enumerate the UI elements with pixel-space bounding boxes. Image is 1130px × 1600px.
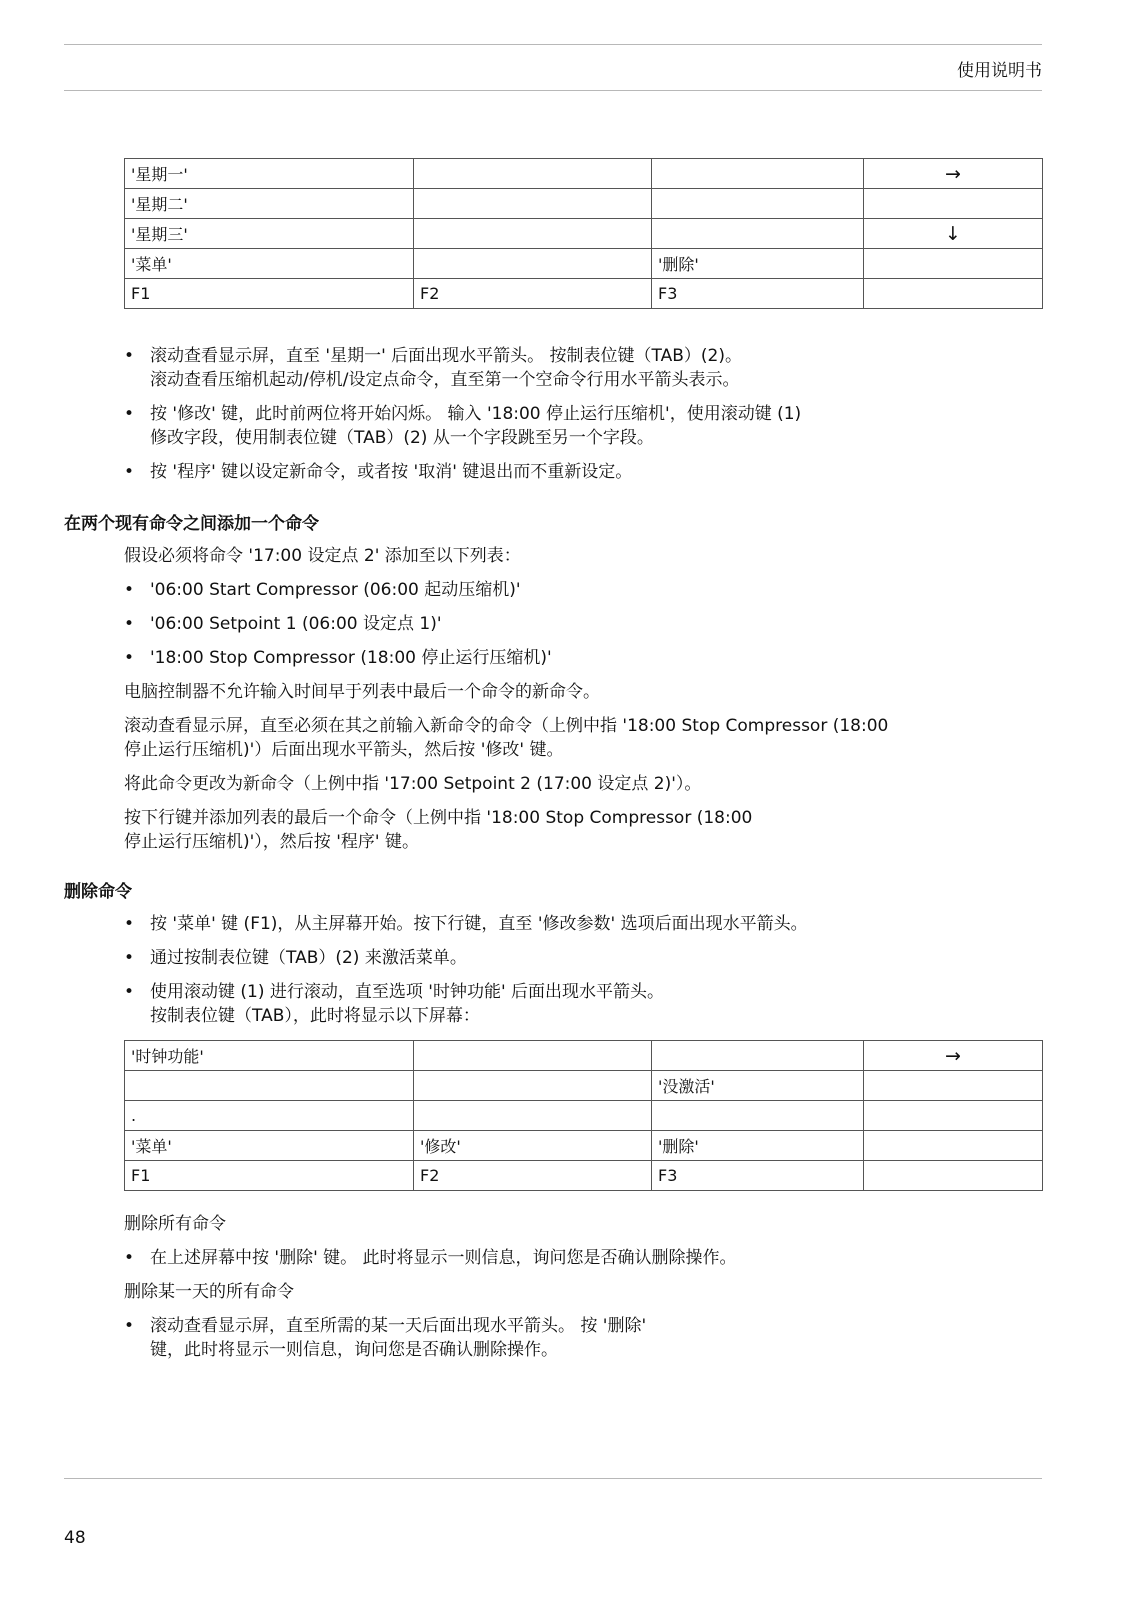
list-item: • 按 '程序' 键以设定新命令，或者按 '取消' 键退出而不重新设定。 [124,462,633,482]
table-cell [414,189,652,219]
paragraph: 电脑控制器不允许输入时间早于列表中最后一个命令的新命令。 [124,682,600,702]
table-cell [864,1131,1043,1161]
table-cell: '删除' [652,249,864,279]
paragraph: 滚动查看显示屏，直至必须在其之前输入新命令的命令（上例中指 '18:00 Stop Compressor (18:00 停止运行压缩机)'）后面出现水平箭头，然后按 '修改' 键。 [124,716,889,760]
table-cell: . [125,1101,414,1131]
table-cell: F3 [652,1161,864,1191]
list-item: • '18:00 Stop Compressor (18:00 停止运行压缩机)' [124,648,552,668]
table-cell [125,1071,414,1101]
table-cell: F1 [125,1161,414,1191]
section-2 [0,512,1130,864]
header-rule-bottom [64,90,1042,91]
paragraph: 删除某一天的所有命令 [124,1282,294,1302]
table-row [125,159,1043,189]
header-rule-top [64,44,1042,45]
table-cell [864,1101,1043,1131]
section-4 [0,1212,1130,1372]
table-cell: '时钟功能' [125,1041,414,1071]
table-cell [864,1161,1043,1191]
table-cell: '星期一' [125,159,414,189]
section-3 [0,880,1130,1038]
table-cell [414,249,652,279]
display-screen-table-2 [124,1040,1043,1191]
section-1 [0,344,1130,494]
display-screen-table-1 [124,158,1043,309]
paragraph: 按下行键并添加列表的最后一个命令（上例中指 '18:00 Stop Compressor (18:00 停止运行压缩机)'），然后按 '程序' 键。 [124,808,753,852]
table-cell [864,249,1043,279]
table-row [125,1131,1043,1161]
table-row [125,279,1043,309]
table-cell: '星期三' [125,219,414,249]
list-item: • 滚动查看显示屏，直至 '星期一' 后面出现水平箭头。 按制表位键（TAB）(2)。 滚动查看压缩机起动/停机/设定点命令，直至第一个空命令行用水平箭头表示。 [124,346,742,390]
header-title: 使用说明书 [957,61,1042,81]
table-cell: F2 [414,279,652,309]
list-item: • 滚动查看显示屏，直至所需的某一天后面出现水平箭头。 按 '删除' 键，此时将显示一则信息，询问您是否确认删除操作。 [124,1316,647,1360]
table-row [125,1161,1043,1191]
table-cell: '删除' [652,1131,864,1161]
table-cell [864,279,1043,309]
table-row [125,1101,1043,1131]
table-cell [864,1071,1043,1101]
list-item: • '06:00 Start Compressor (06:00 起动压缩机)' [124,580,521,600]
table-cell [414,1071,652,1101]
table-cell [652,1041,864,1071]
paragraph: 删除所有命令 [124,1214,226,1234]
table-row [125,1071,1043,1101]
table-cell: F2 [414,1161,652,1191]
table-row [125,189,1043,219]
table-cell [652,219,864,249]
list-item: • '06:00 Setpoint 1 (06:00 设定点 1)' [124,614,442,634]
page-number: 48 [64,1528,86,1548]
table-cell: '菜单' [125,1131,414,1161]
list-item: • 使用滚动键 (1) 进行滚动，直至选项 '时钟功能' 后面出现水平箭头。 按制表位键（TAB），此时将显示以下屏幕： [124,982,665,1026]
table-cell: F1 [125,279,414,309]
section-heading: 在两个现有命令之间添加一个命令 [64,514,319,534]
section-heading: 删除命令 [64,882,132,902]
paragraph: 假设必须将命令 '17:00 设定点 2' 添加至以下列表： [124,546,521,566]
list-item: • 按 '菜单' 键 (F1)，从主屏幕开始。按下行键，直至 '修改参数' 选项后面出现水平箭头。 [124,914,808,934]
table-cell [652,189,864,219]
table-row [125,219,1043,249]
table-row [125,249,1043,279]
list-item: • 在上述屏幕中按 '删除' 键。 此时将显示一则信息，询问您是否确认删除操作。 [124,1248,737,1268]
table-cell: '星期二' [125,189,414,219]
table-cell: '修改' [414,1131,652,1161]
table-cell [414,219,652,249]
paragraph: 将此命令更改为新命令（上例中指 '17:00 Setpoint 2 (17:00 设定点 2)'）。 [124,774,702,794]
table-cell [414,1101,652,1131]
list-item: • 按 '修改' 键，此时前两位将开始闪烁。 输入 '18:00 停止运行压缩机'，使用滚动键 (1) 修改字段，使用制表位键（TAB）(2) 从一个字段跳至另一个字段。 [124,404,802,448]
table-cell [652,159,864,189]
table-cell [864,189,1043,219]
arrow-right-icon: → [864,1041,1043,1071]
list-item: • 通过按制表位键（TAB）(2) 来激活菜单。 [124,948,467,968]
table-cell [652,1101,864,1131]
arrow-right-icon: → [864,159,1043,189]
table-cell: '没激活' [652,1071,864,1101]
table-cell [414,1041,652,1071]
table-cell: '菜单' [125,249,414,279]
table-cell: F3 [652,279,864,309]
footer-rule [64,1478,1042,1479]
table-cell [414,159,652,189]
arrow-down-icon: ↓ [864,219,1043,249]
table-row [125,1041,1043,1071]
